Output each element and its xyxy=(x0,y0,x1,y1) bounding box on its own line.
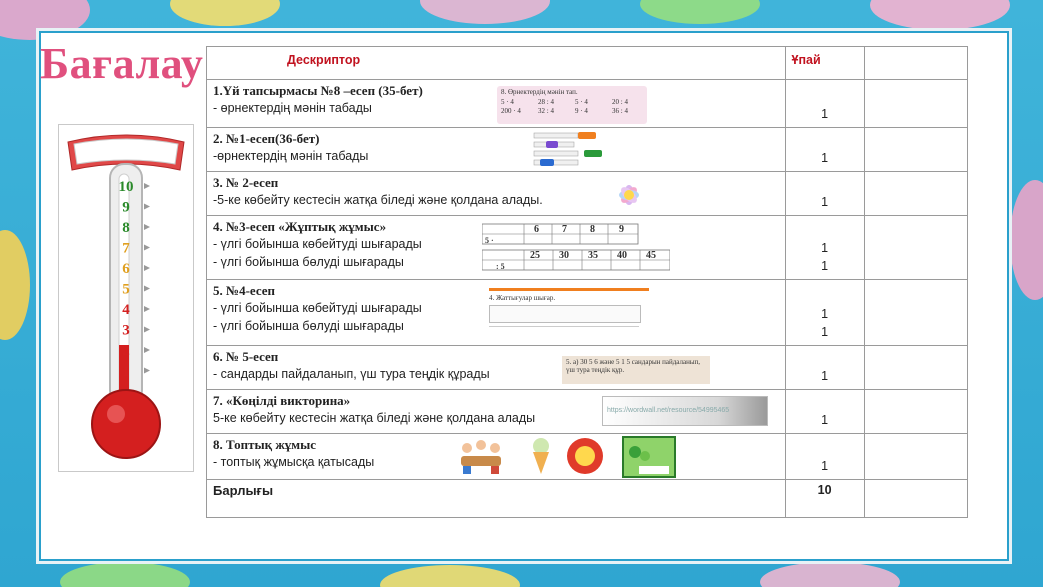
thermometer-scale-label: 7 xyxy=(122,240,130,257)
row-extra xyxy=(864,128,967,172)
extra-header xyxy=(864,47,967,80)
thermometer-tick xyxy=(144,204,150,210)
row-points xyxy=(785,172,864,216)
table-row xyxy=(207,434,968,480)
table-row xyxy=(207,172,968,216)
row-line: - сандарды пайдаланып, үш тура теңдік құрады xyxy=(213,367,490,381)
row-title: 2. №1-есеп(36-бет) xyxy=(213,131,320,146)
row-title: 8. Топтық жұмыс xyxy=(213,437,317,452)
task8-value: 9 · 4 xyxy=(575,107,588,115)
task5-text: 5. а) 30 5 6 және 5 1 5 сандарын пайдаланып, үш тура теңдік құр. xyxy=(566,358,701,374)
decor-blob xyxy=(760,562,900,587)
table-row xyxy=(207,80,968,128)
row-descriptor xyxy=(207,390,786,434)
point-value: 1 xyxy=(821,151,829,165)
thermometer-tick xyxy=(144,347,150,353)
decor-blob xyxy=(380,565,520,587)
row-points xyxy=(785,80,864,128)
row-line: -өрнектердің мәнін табады xyxy=(213,149,369,163)
row-line: - үлгі бойынша көбейтуді шығарады xyxy=(213,301,422,315)
pair-bottom-value: 30 xyxy=(559,250,569,261)
pair-top-value: 9 xyxy=(619,224,624,235)
thermometer-scale-label: 2 xyxy=(122,343,130,359)
caterpillar-board-icon xyxy=(623,437,675,477)
row-descriptor xyxy=(207,434,786,480)
point-value: 1 xyxy=(821,369,829,383)
decor-blob xyxy=(170,0,280,26)
row-descriptor xyxy=(207,280,786,346)
thermometer-tick xyxy=(144,327,150,333)
point-value: 1 xyxy=(821,241,829,255)
decor-blob xyxy=(870,0,1010,30)
thermometer-image xyxy=(58,124,194,472)
task8-value: 5 · 4 xyxy=(501,98,514,106)
row-extra xyxy=(864,390,967,434)
row-points xyxy=(785,434,864,480)
task8-value: 32 : 4 xyxy=(538,107,554,115)
row-title: 5. №4-есеп xyxy=(213,283,276,298)
table-row xyxy=(207,280,968,346)
task8-value: 20 : 4 xyxy=(612,98,628,106)
decor-blob xyxy=(640,0,760,24)
point-value: 1 xyxy=(821,307,829,321)
assessment-table xyxy=(206,46,968,518)
row-descriptor xyxy=(207,346,786,390)
point-value: 1 xyxy=(821,413,829,427)
task4-header: 4. Жаттығулар шығар. xyxy=(489,294,556,302)
quiz-link[interactable]: https://wordwall.net/resource/54995465 xyxy=(602,396,768,426)
row-extra xyxy=(864,346,967,390)
row-title: 4. №3-есеп «Жұптық жұмыс» xyxy=(213,219,387,234)
thermometer-tick xyxy=(144,368,150,374)
total-label-cell xyxy=(207,480,786,518)
row-points xyxy=(785,280,864,346)
point-value: 1 xyxy=(821,195,829,209)
table-row xyxy=(207,390,968,434)
task4-image xyxy=(489,288,655,340)
pair-top-value: 8 xyxy=(590,224,595,235)
pair-top-value: 6 xyxy=(534,224,539,235)
thermometer-tick xyxy=(144,286,150,292)
thermometer-tick xyxy=(144,224,150,230)
table-row xyxy=(207,128,968,172)
row-line: - өрнектердің мәнін табады xyxy=(213,101,372,115)
thermometer-tick xyxy=(144,183,150,189)
thermometer-scale-label: 3 xyxy=(122,322,130,339)
flower-image xyxy=(607,176,655,214)
total-label: Барлығы xyxy=(213,483,274,498)
task8-value: 28 : 4 xyxy=(538,98,554,106)
point-value: 1 xyxy=(821,325,829,339)
thermometer-scale-label: 8 xyxy=(122,220,130,236)
thermometer-scale-label: 5 xyxy=(122,281,130,298)
task8-value: 5 · 4 xyxy=(575,98,588,106)
row-title: 1.Үй тапсырмасы №8 –есеп (35-бет) xyxy=(213,83,423,98)
row-descriptor xyxy=(207,128,786,172)
pair-work-table-image xyxy=(482,222,670,274)
row-line: 5-ке көбейту кестесін жатқа біледі және қолдана алады xyxy=(213,411,536,425)
task8-image xyxy=(497,86,647,124)
decor-blob xyxy=(1010,180,1043,300)
row-title: 7. «Көңілді викторина» xyxy=(213,393,351,408)
row-extra xyxy=(864,80,967,128)
total-points: 10 xyxy=(785,480,864,518)
row-title: 6. № 5-есеп xyxy=(213,349,279,364)
row-extra xyxy=(864,280,967,346)
point-value: 1 xyxy=(821,459,829,473)
thermometer-scale-label: 6 xyxy=(122,261,130,277)
row-title: 3. № 2-есеп xyxy=(213,175,279,190)
thermometer-tick xyxy=(144,265,150,271)
row-points xyxy=(785,346,864,390)
thermometer-tick xyxy=(144,306,150,312)
pair-bottom-value: 25 xyxy=(530,250,540,261)
row-points xyxy=(785,216,864,280)
pair-bottom-label: : 5 xyxy=(496,262,505,271)
row-line: - үлгі бойынша бөлуді шығарады xyxy=(213,319,404,333)
row-line: - үлгі бойынша бөлуді шығарады xyxy=(213,255,404,269)
points-header: Ұпай xyxy=(785,47,864,80)
row-extra xyxy=(864,434,967,480)
thermometer-scale-label: 1 xyxy=(122,363,130,380)
decor-blob xyxy=(0,230,30,340)
row-points xyxy=(785,390,864,434)
row-line: - топтық жұмысқа қатысады xyxy=(213,455,375,469)
pencils-image xyxy=(532,130,608,170)
thermometer-scale-label: 4 xyxy=(122,302,130,318)
task8-value: 200 · 4 xyxy=(501,107,521,115)
pair-top-label: 5 · xyxy=(485,236,494,245)
row-points xyxy=(785,128,864,172)
ice-cream-icon xyxy=(533,438,549,474)
descriptor-header: Дескриптор xyxy=(207,47,786,80)
decor-blob xyxy=(60,562,190,587)
row-extra xyxy=(864,216,967,280)
point-value: 1 xyxy=(821,259,829,273)
page-title: Бағалау xyxy=(40,39,204,88)
group-work-images xyxy=(457,436,677,478)
row-extra xyxy=(864,172,967,216)
total-row xyxy=(207,480,968,518)
row-extra xyxy=(864,480,967,518)
thermometer-scale-label: 9 xyxy=(122,199,130,216)
pair-bottom-value: 45 xyxy=(646,250,656,261)
flower-icon xyxy=(567,438,603,474)
row-line: - үлгі бойынша көбейтуді шығарады xyxy=(213,237,422,251)
point-value: 1 xyxy=(821,107,829,121)
row-descriptor xyxy=(207,172,786,216)
pair-bottom-value: 40 xyxy=(617,250,627,261)
table-header-row xyxy=(207,47,968,80)
pair-top-value: 7 xyxy=(562,224,567,235)
row-line: -5-ке көбейту кестесін жатқа біледі және қолдана алады. xyxy=(213,193,543,207)
task8-value: 36 : 4 xyxy=(612,107,628,115)
students-at-table-icon xyxy=(461,440,501,474)
task5-image xyxy=(562,356,710,384)
decor-blob xyxy=(420,0,550,24)
row-descriptor xyxy=(207,216,786,280)
thermometer-scale-label: 10 xyxy=(118,179,134,195)
table-row xyxy=(207,216,968,280)
table-row xyxy=(207,346,968,390)
row-descriptor xyxy=(207,80,786,128)
task8-header: 8. Өрнектердің мәнін тап. xyxy=(501,88,578,96)
pair-bottom-value: 35 xyxy=(588,250,598,261)
thermometer-tick xyxy=(144,245,150,251)
